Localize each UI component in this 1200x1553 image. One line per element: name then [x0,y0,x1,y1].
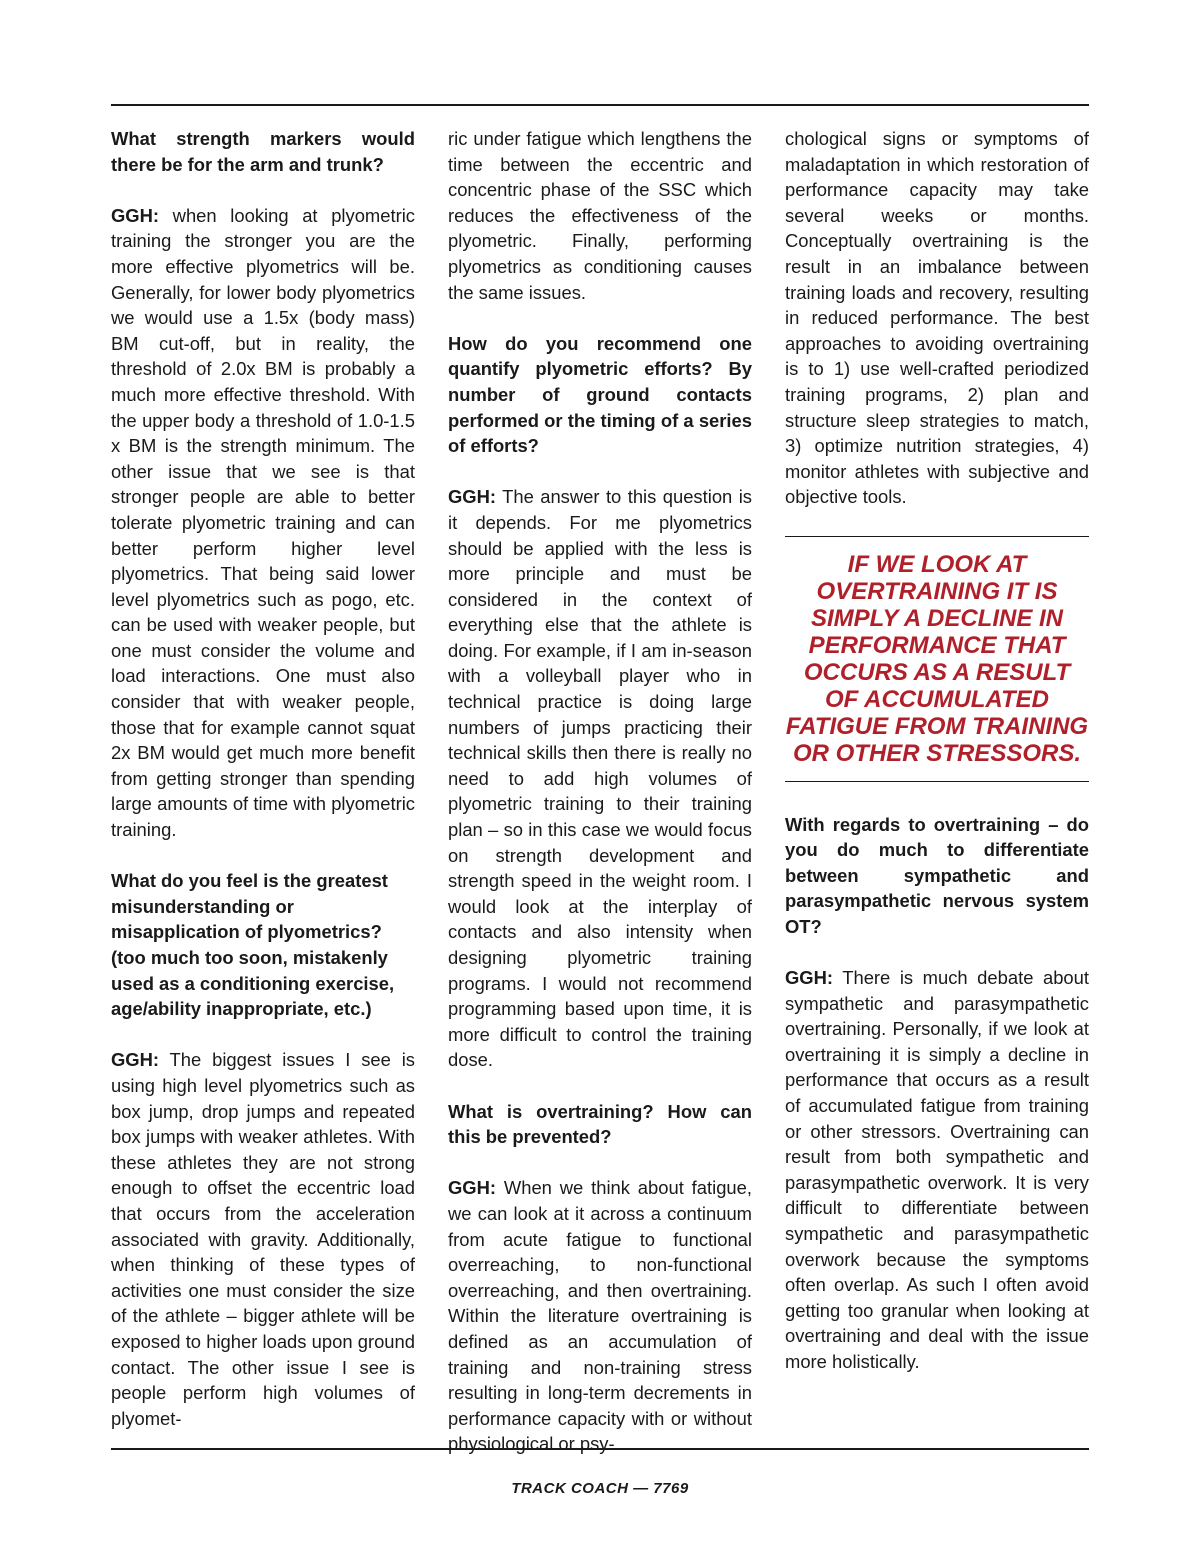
bottom-divider [111,1448,1089,1450]
answer-lead: GGH: [111,204,160,226]
answer-misunderstanding-continued: ric under fatigue which lengthens the time between the eccentric and concentric phase of the SSC which reduces the effectiveness of the plyometric. Finally, performing plyometrics as conditioning causes the same issues. [448,128,752,303]
answer-text: when looking at plyometric training the stronger you are the more effective plyometrics will be. Generally, for lower body plyometrics we would use a 1.5x (body mass) BM cut-off, but in reality, the threshold of 2.0x BM is probably a much more effective threshold. With the upper body a threshold of 1.0-1.5 x BM is the strength minimum. The other issue that we see is that stronger people are able to better tolerate plyometric training and can better perform higher level plyometrics. That being said lower level plyometrics such as pogo, etc. can be used with weaker people, but one must consider the volume and load interactions. One must also consider that with weaker people, those that for example cannot squat 2x BM would get much more benefit from getting stronger than spending large amounts of time with plyometric training. [111,204,415,841]
answer-quantify-plyometrics [448,484,752,1073]
answer-lead: GGH: [448,486,497,508]
answer-text: There is much debate about sympathetic and parasympathetic overtraining. Personally, if we look at overtraining it is simply a decline in performance that occurs as a result of accumulated fatigue from training or other stressors. Overtraining can result from both sympathetic and parasympathetic overwork. It is very difficult to differentiate between sympathetic and parasympathetic overwork because the symptoms often overlap. As such I often avoid getting too granular when looking at overtraining and deal with the issue more holistically. [785,967,1089,1372]
answer-lead: GGH: [111,1049,160,1071]
answer-lead: GGH: [785,967,834,989]
question-overtraining: What is overtraining? How can this be prevented? [448,1100,752,1148]
answer-misunderstanding [111,1047,415,1431]
top-divider [111,104,1089,106]
page-footer: TRACK COACH — 7769 [511,1480,689,1497]
pull-quote-bottom-rule [785,781,1089,782]
answer-overtraining [448,1175,752,1457]
answer-strength-markers [111,203,415,843]
question-quantify-plyometrics: How do you recommend one quantify plyometric efforts? By number of ground contacts performed or the timing of a series of efforts? [448,332,752,457]
question-sympathetic: With regards to overtraining – do you do much to differentiate between sympathetic and parasympathetic nervous system OT? [785,813,1089,937]
answer-text: The answer to this question is it depends. For me plyometrics should be applied with the less is more principle and must be considered in the context of everything else that the athlete is doing. For example, if I am in-season with a volleyball player who in technical practice is doing large numbers of jumps practicing their technical skills then there is really no need to add high volumes of plyometric training to their training plan – so in this case we would focus on strength development and strength speed in the weight room. I would look at the interplay of contacts and also intensity when designing plyometric training programs. I would not recommend programming based upon time, it is more difficult to control the training dose. [448,486,752,1071]
column-2 [448,126,752,1482]
question-strength-markers: What strength markers would there be for the arm and trunk? [111,128,415,175]
column-1 [111,126,415,1457]
pull-quote-top-rule [785,536,1089,537]
answer-text: When we think about fatigue, we can look at it across a continuum from acute fatigue to functional overreaching, to non-functional overreaching, and then overtraining. Within the literature overtraining is defined as an accumulation of training and non-training stress resulting in long-term decrements in performance capacity with or without physiological or psy- [448,1177,752,1455]
question-misunderstanding: What do you feel is the greatest misunderstanding or misapplication of plyometrics? (too much too soon, mistakenly used as a conditioning exercise, age/ability inappropriate, etc.) [111,870,395,1020]
column-3 [785,126,1089,1400]
answer-sympathetic [785,965,1089,1375]
pull-quote: IF WE LOOK AT OVERTRAINING IT IS SIMPLY A DECLINE IN PERFORMANCE THAT OCCURS AS A RESULT OF ACCUMULATED FATIGUE FROM TRAINING OR OTHER STRESSORS. [785,550,1089,767]
answer-lead: GGH: [448,1177,497,1199]
answer-overtraining-continued: chological signs or symptoms of maladaptation in which restoration of performance capacity may take several weeks or months. Conceptually overtraining is the result in an imbalance between training loads and recovery, resulting in reduced performance. The best approaches to avoiding overtraining is to 1) use well-crafted periodized training programs, 2) plan and structure sleep strategies to match, 3) optimize nutrition strategies, 4) monitor athletes with subjective and objective tools. [785,128,1089,508]
answer-text: The biggest issues I see is using high level plyometrics such as box jump, drop jumps and repeated box jumps with weaker athletes. With these athletes they are not strong enough to offset the eccentric load that occurs from the acceleration associated with gravity. Additionally, when thinking of these types of activities one must consider the size of the athlete – bigger athlete will be exposed to higher loads upon ground contact. The other issue I see is people perform high volumes of plyomet- [111,1049,415,1429]
pull-quote-block [785,536,1089,782]
